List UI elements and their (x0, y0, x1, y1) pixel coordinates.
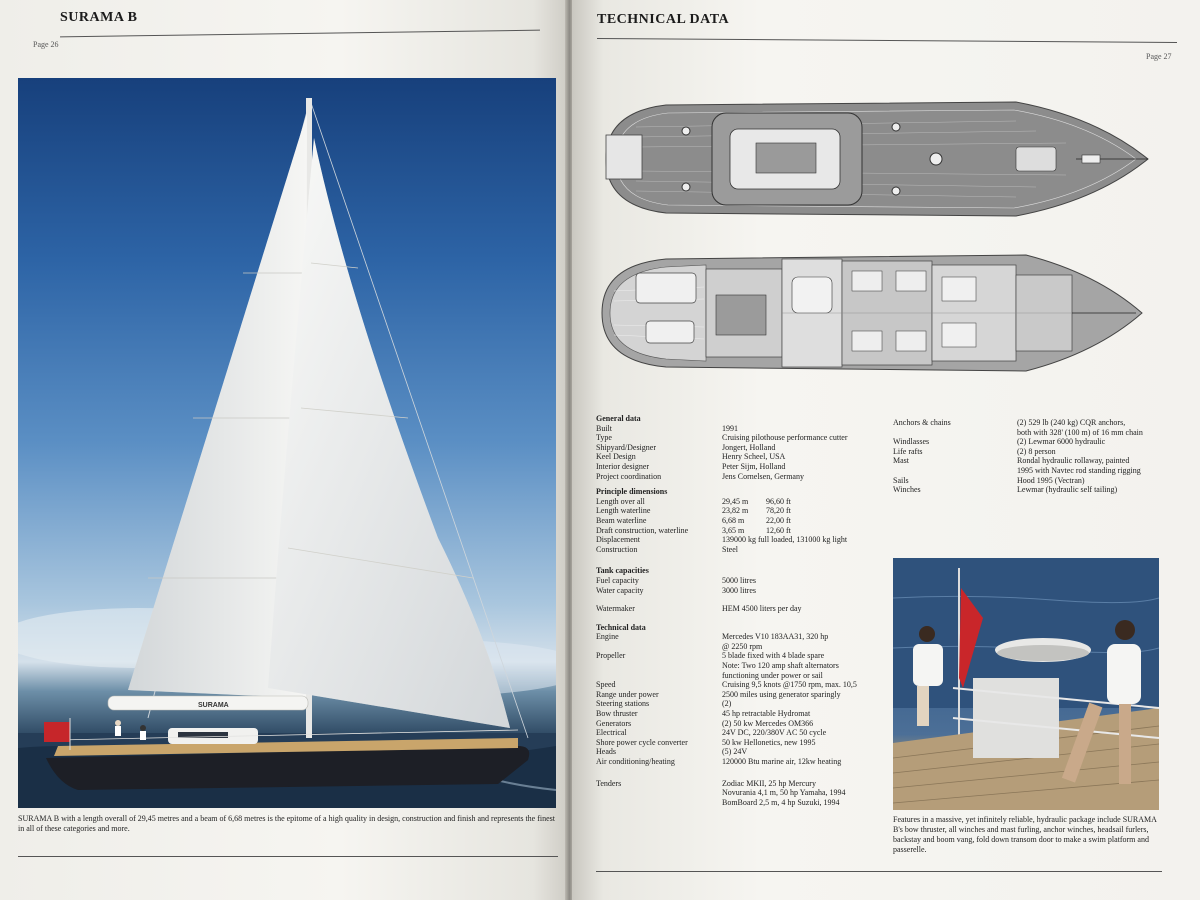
spec-row: Displacement 139000 kg full loaded, 131000 kg light (596, 535, 848, 545)
spec-row: Anchors & chains (2) 529 lb (240 kg) CQR anchors, (893, 418, 1126, 427)
page-title-left: SURAMA B (60, 10, 138, 25)
spec-row: Construction Steel (596, 544, 738, 554)
deck-plan-drawing (596, 97, 1152, 221)
spec-table-left (596, 414, 896, 807)
tank-capacities-heading: Tank capacities (596, 566, 649, 576)
photo-caption-right: Features in a massive, yet infinitely reliable, hydraulic package include SURAMA B's bow thruster, all winches and mast furling, anchor winches, headsail furlers, backstay and boom vang, fold down transom door to make a swim platform and passerelle. (893, 815, 1157, 854)
spec-row: Draft construction, waterline 3,65 m 12,60 ft (596, 525, 791, 535)
spec-row: Generators (2) 50 kw Mercedes OM366 (596, 718, 814, 728)
photo-caption-left: SURAMA B with a length overall of 29,45 metres and a beam of 6,68 metres is the epitome of a high quality in design, construction and finish and represents the finest in all of these categories and more. (18, 814, 555, 833)
spec-row: Life rafts (2) 8 person (893, 446, 1056, 456)
spec-row: Beam waterline 6,68 m 22,00 ft (596, 515, 791, 525)
page-number-left: Page 26 (33, 40, 59, 49)
spec-row: Windlasses (2) Lewmar 6000 hydraulic (893, 437, 1106, 447)
spec-row: Built 1991 (596, 423, 738, 433)
spec-row: Speed Cruising 9,5 knots @1750 rpm, max. 10,5 (596, 680, 857, 690)
spec-row: Length over all 29,45 m 96,60 ft (596, 496, 791, 506)
spec-row: Fuel capacity 5000 litres (596, 575, 756, 585)
spec-row: Bow thruster 45 hp retractable Hydromat (596, 709, 811, 719)
spec-row: Winches Lewmar (hydraulic self tailing) (893, 485, 1118, 495)
sailing-yacht-photo (18, 78, 556, 808)
spec-row: Sails Hood 1995 (Vectran) (893, 475, 1085, 485)
technical-data-heading: Technical data (596, 622, 646, 632)
spec-row: Length waterline 23,82 m 78,20 ft (596, 506, 791, 516)
spec-row: Engine Mercedes V10 183AA31, 320 hp (596, 632, 829, 642)
spec-row: @ 2250 rpm (722, 641, 763, 651)
boom-hull-name: SURAMA (198, 702, 229, 709)
spec-row: Electrical 24V DC, 220/380V AC 50 cycle (596, 728, 827, 738)
spec-table-right (893, 418, 1158, 495)
spec-row: Keel Design Henry Scheel, USA (596, 452, 786, 462)
spec-row: both with 328' (100 m) of 16 mm chain (1017, 427, 1143, 437)
interior-plan-drawing (596, 251, 1146, 375)
principle-dimensions-heading: Principle dimensions (596, 487, 668, 497)
spec-row: Propeller 5 blade fixed with 4 blade spare (596, 651, 825, 661)
spec-row-watermaker: Watermaker HEM 4500 liters per day (596, 604, 802, 614)
spec-row: Type Cruising pilothouse performance cutter (596, 433, 848, 443)
spec-row: Mast Rondal hydraulic rollaway, painted (893, 456, 1130, 466)
spec-row: Steering stations (2) (596, 699, 732, 709)
spec-row: functioning under power or sail (722, 670, 823, 680)
general-data-heading: General data (596, 414, 641, 423)
spec-row: Note: Two 120 amp shaft alternators (722, 661, 839, 671)
spec-row: Heads (5) 24V (596, 747, 748, 757)
spec-row: Range under power 2500 miles using generator sparingly (596, 689, 841, 699)
bottom-rule-left (18, 856, 558, 857)
deck-crew-photo (893, 558, 1159, 810)
spec-row: Air conditioning/heating 120000 Btu marine air, 12kw heating (596, 757, 842, 766)
spec-row: Novurania 4,1 m, 50 hp Yamaha, 1994 (722, 788, 846, 798)
left-page (0, 0, 567, 900)
spec-row: Shipyard/Designer Jongert, Holland (596, 442, 776, 452)
bottom-rule-right (596, 871, 1162, 872)
spec-row: Water capacity 3000 litres (596, 585, 756, 595)
page-number-right: Page 27 (1146, 52, 1172, 61)
spec-row: Interior designer Peter Sijm, Holland (596, 461, 786, 471)
spec-row: Shore power cycle converter 50 kw Hellonetics, new 1995 (596, 737, 816, 747)
spec-row: BomBoard 2,5 m, 4 hp Suzuki, 1994 (722, 797, 840, 807)
spec-row: Project coordination Jens Cornelsen, Germany (596, 471, 804, 481)
spec-row-tenders: Tenders Zodiac MKII, 25 hp Mercury (596, 778, 816, 788)
page-title-right: TECHNICAL DATA (597, 12, 730, 27)
spec-row: 1995 with Navtec rod standing rigging (1017, 465, 1141, 475)
title-rule-right (597, 38, 1177, 43)
title-rule-left (60, 30, 540, 38)
